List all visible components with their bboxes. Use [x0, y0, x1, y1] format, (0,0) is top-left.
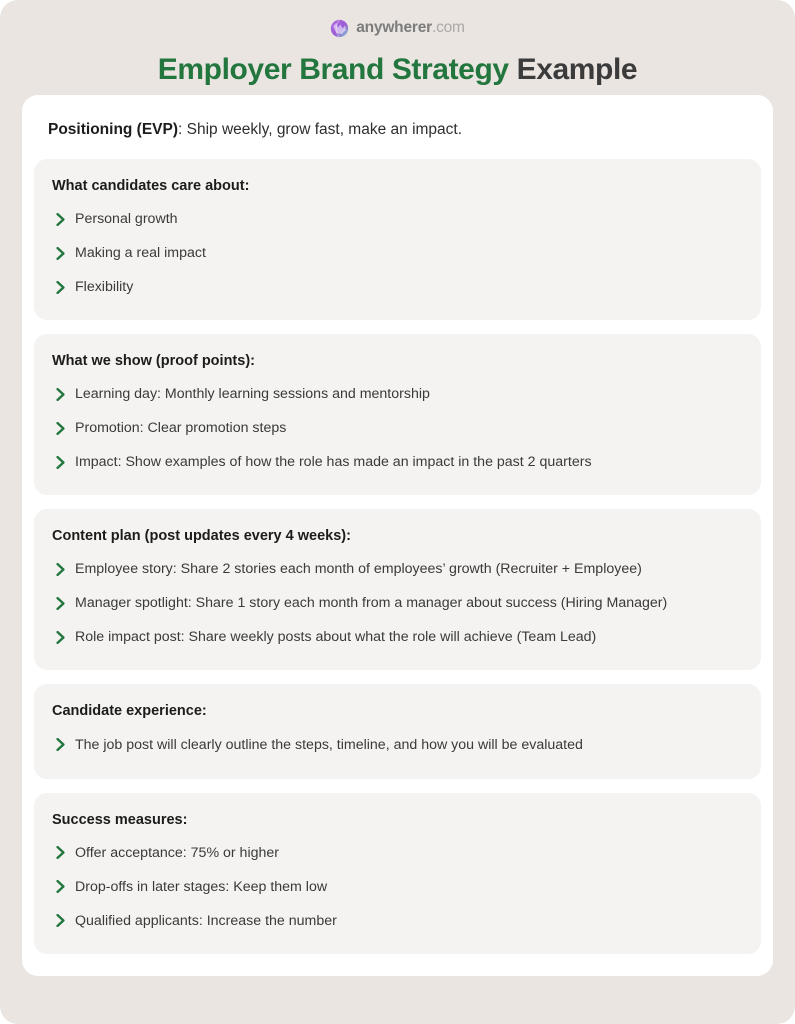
bullet-list [52, 377, 743, 479]
list-item [52, 552, 743, 586]
page-title [0, 53, 795, 88]
section-title-colon: : [244, 178, 250, 195]
list-item-label: The job post will clearly outline the steps, timeline, and how you will be evaluated [75, 736, 583, 753]
sections-list [22, 159, 773, 953]
list-item [52, 236, 743, 270]
chevron-right-icon [56, 738, 66, 751]
positioning-label: Positioning (EVP) [48, 121, 179, 138]
section-title-colon: : [182, 811, 188, 828]
list-item-label: Promotion: Clear promotion steps [75, 420, 287, 437]
globe-icon [330, 19, 349, 38]
chevron-right-icon [56, 422, 66, 435]
bullet-list [52, 727, 743, 763]
chevron-right-icon [56, 388, 66, 401]
bullet-list [52, 552, 743, 654]
chevron-right-icon [56, 456, 66, 469]
brand-wordmark [356, 20, 465, 36]
positioning-statement [22, 95, 773, 141]
list-item [52, 904, 743, 938]
bullet-list [52, 836, 743, 938]
chevron-right-icon [56, 631, 66, 644]
bullet-list [52, 202, 743, 304]
chevron-right-icon [56, 914, 66, 927]
chevron-right-icon [56, 597, 66, 610]
section-title [52, 352, 743, 371]
section-card [34, 684, 761, 779]
list-item [52, 377, 743, 411]
list-item-label: Flexibility [75, 279, 134, 296]
list-item [52, 727, 743, 763]
list-item-label: Impact: Show examples of how the role has made an impact in the past 2 quarters [75, 454, 592, 471]
list-item [52, 202, 743, 236]
section-title [52, 177, 743, 196]
content-card [22, 95, 773, 976]
chevron-right-icon [56, 213, 66, 226]
section-title [52, 811, 743, 830]
chevron-right-icon [56, 880, 66, 893]
section-card [34, 793, 761, 954]
chevron-right-icon [56, 563, 66, 576]
section-card [34, 334, 761, 495]
page-title-rest: Example [508, 53, 638, 86]
list-item-label: Drop-offs in later stages: Keep them low [75, 878, 328, 895]
list-item-label: Manager spotlight: Share 1 story each month from a manager about success (Hiring Manager) [75, 595, 668, 611]
list-item [52, 836, 743, 870]
section-card [34, 159, 761, 320]
list-item-label: Role impact post: Share weekly posts about what the role will achieve (Team Lead) [75, 629, 597, 645]
list-item-label: Personal growth [75, 211, 178, 228]
section-title-text: What we show (proof points) [52, 353, 251, 370]
section-title-colon: : [250, 353, 255, 370]
brand-header [0, 0, 795, 39]
section-card [34, 509, 761, 670]
page-title-accent: Employer Brand Strategy [157, 53, 509, 86]
section-title [52, 527, 743, 546]
section-title-text: Success measures [52, 811, 183, 828]
list-item-label: Employee story: Share 2 stories each month of employees’ growth (Recruiter + Employee) [75, 561, 642, 577]
section-title-text: Content plan (post updates every 4 weeks) [52, 528, 347, 545]
list-item [52, 620, 743, 654]
list-item [52, 445, 743, 479]
section-title-colon: : [346, 528, 351, 545]
section-title [52, 702, 743, 721]
brand-tld: .com [431, 19, 465, 37]
positioning-text: : Ship weekly, grow fast, make an impact. [178, 121, 463, 138]
list-item [52, 270, 743, 304]
chevron-right-icon [56, 247, 66, 260]
list-item-label: Offer acceptance: 75% or higher [75, 844, 280, 861]
section-title-text: Candidate experience [52, 703, 202, 719]
section-title-colon: : [201, 703, 207, 719]
list-item-label: Qualified applicants: Increase the number [75, 912, 337, 929]
chevron-right-icon [56, 281, 66, 294]
brand-name: anywherer [356, 19, 432, 37]
list-item [52, 870, 743, 904]
list-item-label: Making a real impact [75, 245, 206, 262]
section-title-text: What candidates care about [52, 178, 245, 195]
chevron-right-icon [56, 846, 66, 859]
list-item [52, 411, 743, 445]
list-item [52, 586, 743, 620]
list-item-label: Learning day: Monthly learning sessions and mentorship [75, 386, 430, 403]
